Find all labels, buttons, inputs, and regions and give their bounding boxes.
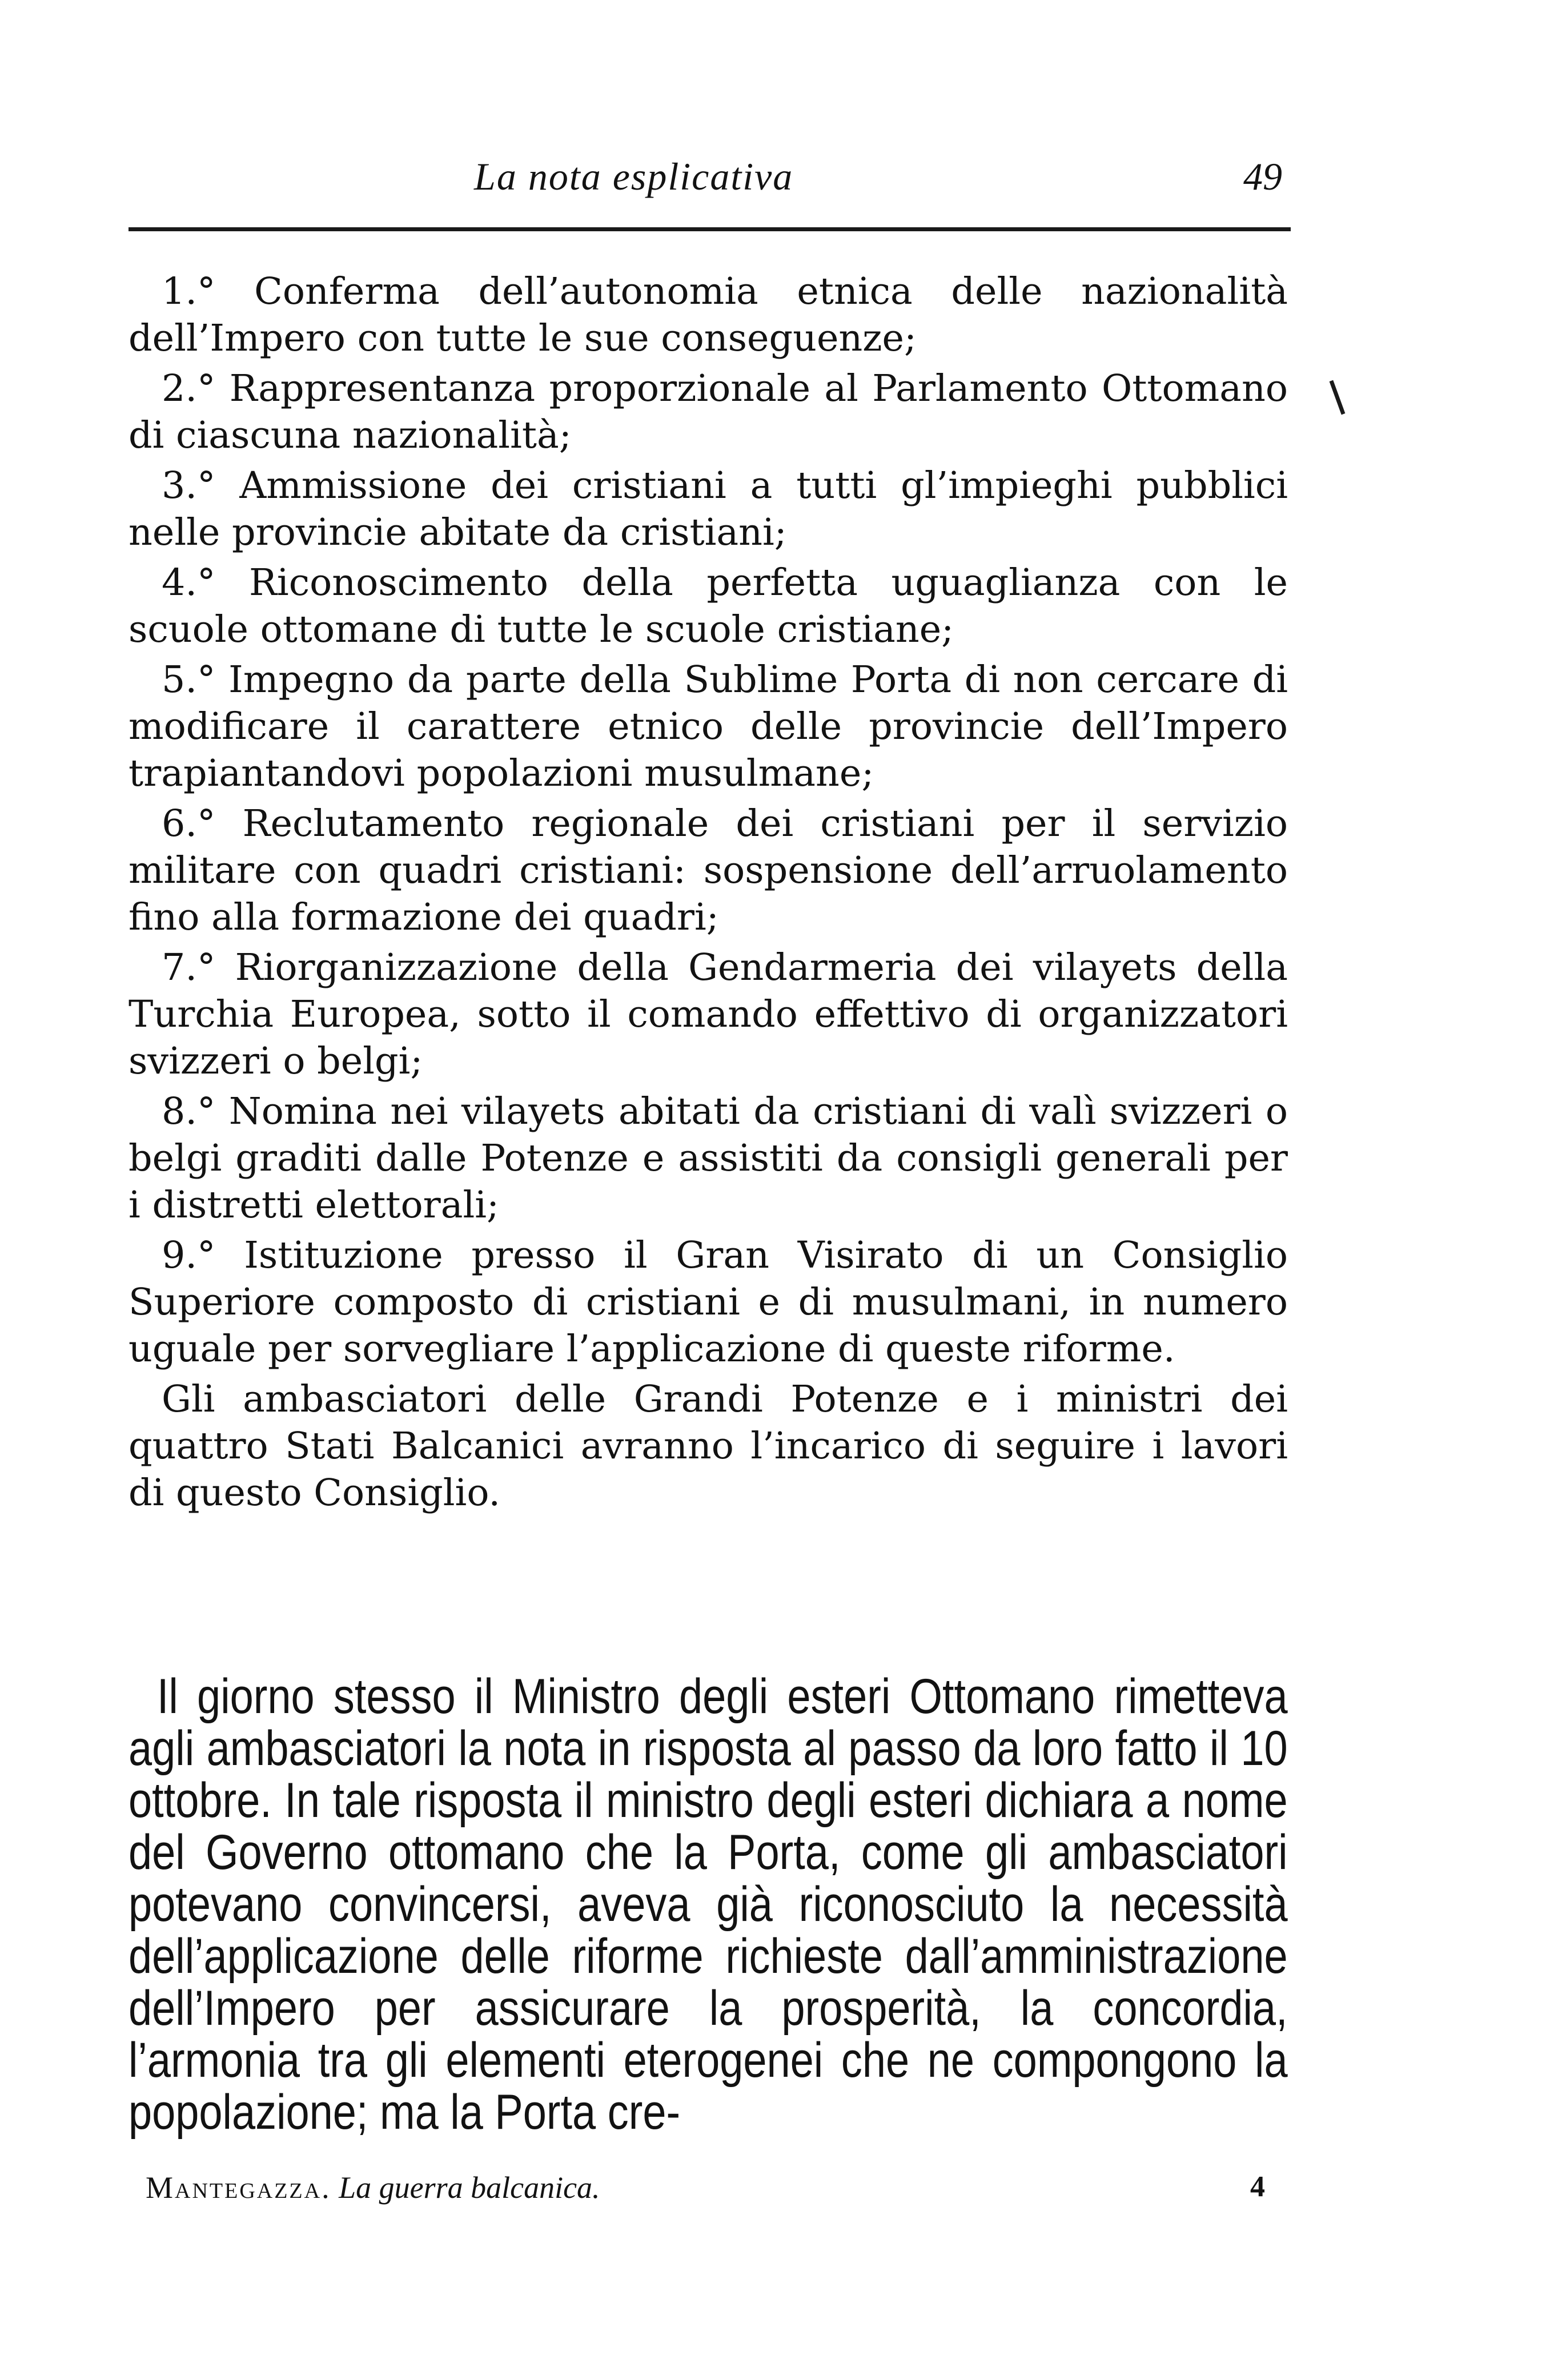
page-number: 49 — [1243, 155, 1282, 198]
footer-author: Mantegazza. — [146, 2170, 331, 2205]
list-item: 3.° Ammissione dei cristiani a tutti gl’impieghi pubblici nelle provincie abitate da cristiani; — [129, 464, 1288, 554]
header-rule — [129, 227, 1291, 231]
running-header — [129, 154, 1282, 206]
list-item: 7.° Riorganizzazione della Gendarmeria dei vilayets della Turchia Europea, sotto il comando effettivo di organizzatori svizzeri o belgi; — [129, 946, 1288, 1083]
running-title: La nota esplicativa — [474, 155, 794, 198]
list-item: 5.° Impegno da parte della Sublime Porta di non cercare di modificare il carattere etnico delle provincie dell’Impero trapiantandovi popolazioni musulmane; — [129, 658, 1288, 795]
list-item: 9.° Istituzione presso il Gran Visirato di un Consiglio Superiore composto di cristiani e di musulmani, in numero uguale per sorvegliare l’applicazione di queste riforme. — [129, 1234, 1288, 1370]
list-item: 6.° Reclutamento regionale dei cristiani per il servizio militare con quadri cristiani: sospensione dell’arruolamento fino alla formazione dei quadri; — [129, 802, 1288, 939]
margin-mark — [1330, 380, 1346, 415]
list-item: 1.° Conferma dell’autonomia etnica delle nazionalità dell’Impero con tutte le sue conseguenze; — [129, 270, 1288, 360]
closing-paragraph: Gli ambasciatori delle Grandi Potenze e i ministri dei quattro Stati Balcanici avranno l’incarico di seguire i lavori di questo Consiglio. — [129, 1378, 1288, 1514]
list-item: 8.° Nomina nei vilayets abitati da cristiani di valì svizzeri o belgi graditi dalle Potenze e assistiti da consigli generali per i distretti elettorali; — [129, 1090, 1288, 1227]
list-item: 4.° Riconoscimento della perfetta uguaglianza con le scuole ottomane di tutte le scuole cristiane; — [129, 561, 1288, 651]
list-item: 2.° Rappresentanza proporzionale al Parlamento Ottomano di ciascuna nazionalità; — [129, 367, 1288, 457]
narrative-paragraph: Il giorno stesso il Ministro degli esteri Ottomano rimetteva agli ambasciatori la nota in risposta al passo da loro fatto il 10 ottobre. In tale risposta il ministro degli esteri dichiara a nome del Governo ottomano che la Porta, come gli ambasciatori potevano convincersi, aveva già riconosciuto la necessità dell’applicazione delle riforme richieste dall’amministrazione dell’Impero per assicurare la prosperità, la concordia, l’armonia tra gli elementi eterogenei che ne compongono la popolazione; ma la Porta cre- — [129, 1669, 1288, 2140]
signature-mark: 4 — [1250, 2170, 1265, 2203]
page-footer — [146, 2170, 1265, 2216]
footer-book-title: La guerra balcanica. — [339, 2170, 600, 2205]
reform-list — [129, 268, 1288, 1554]
